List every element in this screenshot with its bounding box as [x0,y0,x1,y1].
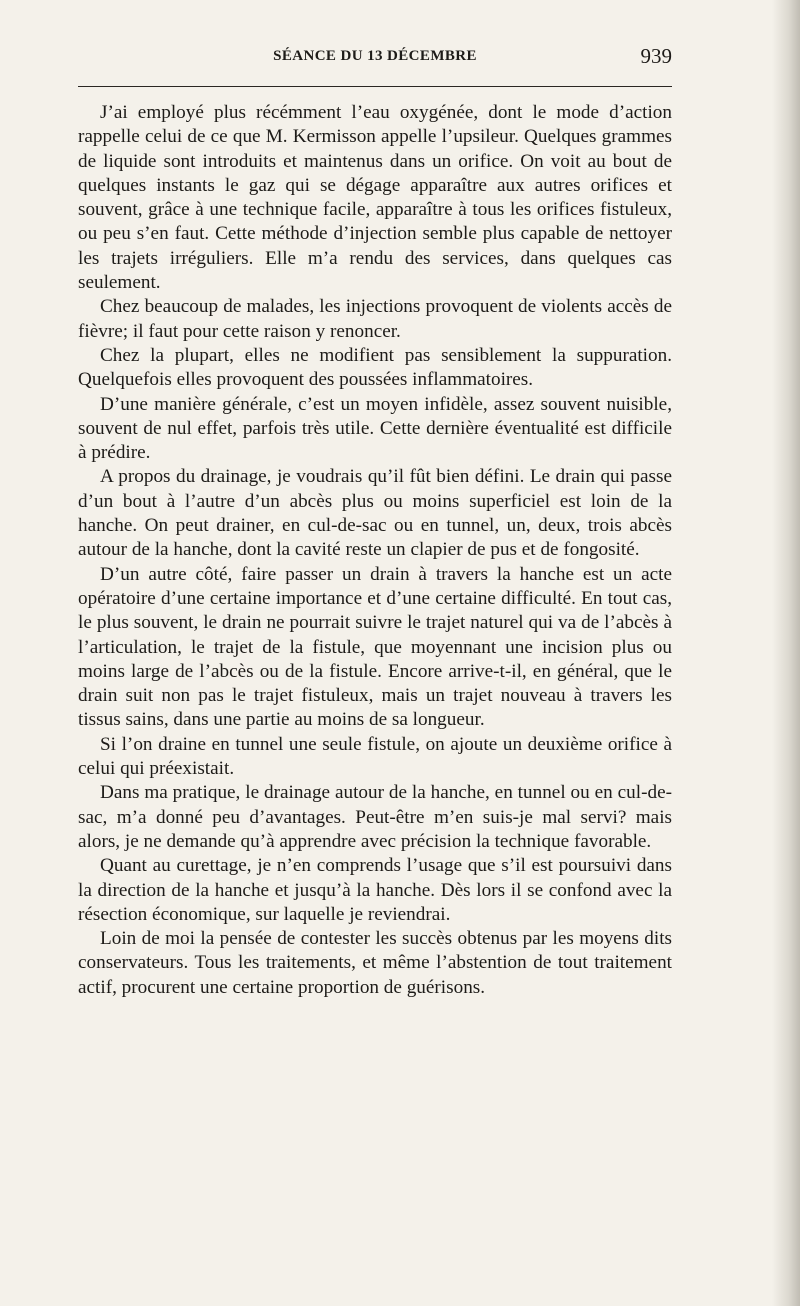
paragraph-2: Chez beaucoup de malades, les injections provoquent de violents accès de fièvre; il faut pour cette raison y renoncer. [78,296,672,342]
running-title: SÉANCE DU 13 DÉCEMBRE [273,48,477,64]
paragraph-7: Si l’on draine en tunnel une seule fistule, on ajoute un deuxième orifice à celui qui préexistait. [78,733,672,780]
paragraph-9: Quant au curettage, je n’en comprends l’usage que s’il est poursuivi dans la direction de la hanche et jusqu’à la hanche. Dès lors il se confond avec la résection économique, sur laquelle je reviendrai. [78,855,672,925]
page-number: 939 [640,44,672,68]
paragraph-3: Chez la plupart, elles ne modifient pas sensiblement la suppuration. Quelquefois elles provoquent des poussées inflammatoires. [78,344,672,391]
paragraph-5: A propos du drainage, je voudrais qu’il fût bien défini. Le drain qui passe d’un bout à l’autre d’un abcès plus ou moins superficiel est loin de la hanche. On peut drainer, en cul-de-sac ou en tunnel, un, deux, trois abcès autour de la hanche, dont la cavité reste un clapier de pus et de fongosité. [78,466,672,561]
paragraph-10: Loin de moi la pensée de contester les succès obtenus par les moyens dits conservateurs. Tous les traitements, et même l’abstention de tout traitement actif, procurent une certaine proportion de guérisons. [78,928,672,998]
paragraph-6: D’un autre côté, faire passer un drain à travers la hanche est un acte opératoire d’une certaine importance et d’une certaine difficulté. En tout cas, le plus souvent, le drain ne pourrait suivre le trajet naturel qui va de l’abcès à l’articulation, le trajet de la fistule, que moyennant une incision plus ou moins large de l’abcès ou de la fistule. Encore arrive-t-il, en général, que le drain suit non pas le trajet fistuleux, mais un trajet nouveau à travers les tissus sains, dans une partie au moins de sa longueur. [78,563,672,731]
header-rule [78,86,672,87]
paragraph-8: Dans ma pratique, le drainage autour de la hanche, en tunnel ou en cul-de-sac, m’a donné peu d’avantages. Peut-être m’en suis-je mal servi? mais alors, je ne demande qu’à apprendre avec précision la technique favorable. [78,782,672,852]
body-text [78,101,672,1000]
paragraph-4: D’une manière générale, c’est un moyen infidèle, assez souvent nuisible, souvent de nul effet, parfois très utile. Cette dernière éventualité est difficile à prédire. [78,393,672,464]
running-head [78,44,672,74]
page-edge-shadow [772,0,800,1306]
paragraph-1: J’ai employé plus récémment l’eau oxygénée, dont le mode d’action rappelle celui de ce que M. Kermisson appelle l’upsileur. Quelques grammes de liquide sont introduits et maintenus dans un orifice. On voit au bout de quelques instants le gaz qui se dégage apparaître aux autres orifices et souvent, grâce à une technique facile, apparaître à tous les orifices fistuleux, ou peu s’en faut. Cette méthode d’injection semble plus capable de nettoyer les trajets irréguliers. Elle m’a rendu des services, dans quelques cas seulement. [78,102,672,294]
